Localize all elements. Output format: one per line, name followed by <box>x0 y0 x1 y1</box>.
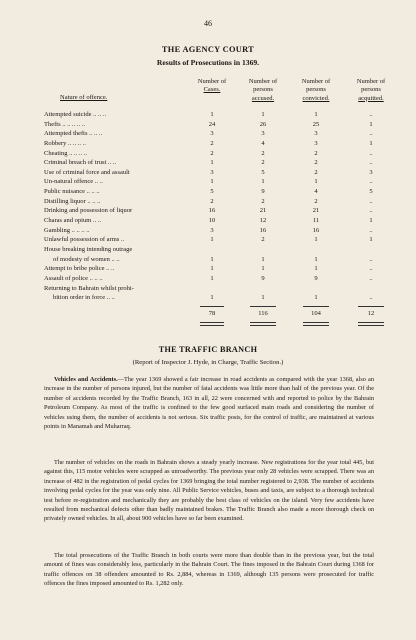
convicted-value: 1 <box>314 236 318 244</box>
acquitted-value: 1 <box>369 139 373 147</box>
accused-value: 16 <box>259 226 267 234</box>
cases-value: 16 <box>208 207 216 215</box>
acquitted-value: .. <box>369 274 373 282</box>
total-double-rule-cases <box>200 322 224 326</box>
page-number: 46 <box>204 19 212 28</box>
cases-value: 10 <box>208 217 216 225</box>
column-header-convicted-line2: persons <box>306 86 326 94</box>
offence-name: Un-natural offence .. .. <box>44 178 103 186</box>
convicted-value: 1 <box>314 255 318 263</box>
cases-value: 3 <box>210 130 214 138</box>
table-row <box>0 274 416 284</box>
prosecutions-table <box>0 110 416 303</box>
column-header-cases-line1: Number of <box>197 78 227 85</box>
cases-value: 1 <box>210 255 214 263</box>
acquitted-value: .. <box>369 207 373 215</box>
column-header-acquitted-line1: Number of <box>356 78 386 85</box>
offence-name: House breaking intending outrage <box>44 245 133 253</box>
total-rule-convicted <box>303 306 329 307</box>
table-row <box>0 255 416 265</box>
total-double-rule-accused <box>250 322 276 326</box>
accused-value: 2 <box>261 197 265 205</box>
offence-name: bition order in force .. .. <box>53 294 115 302</box>
column-header-convicted <box>289 78 343 103</box>
total-accused: 116 <box>258 310 268 317</box>
acquitted-value: .. <box>369 265 373 273</box>
paragraph-body: —The year 1369 showed a fair increase in road accidents as compared with the year 1368, also an increase in the number of persons injured, but the number of fatal accidents was little more than half of the previous year. Of the number of accidents recorded by the Traffic Branch, 163 in all, 22 were concerned with and reported to police by the Bahrain Petroleum Company. As most of the traffic is confined to the few good surfaced main roads and considering the number of vehicles using them, the number of accidents is not serious. Six traffic posts, for the control of traffic, are maintained at various points in Manamah and Muharraq. <box>44 376 374 431</box>
table-row <box>0 139 416 149</box>
column-header-acquitted-line2: persons <box>361 86 381 94</box>
cases-value: 1 <box>210 294 214 302</box>
offence-name: Attempt to bribe police .. .. <box>44 265 115 273</box>
total-rule-cases <box>200 306 224 307</box>
acquitted-value: .. <box>369 130 373 138</box>
offence-name: of modesty of women .. .. <box>53 255 120 263</box>
total-double-rule-convicted <box>303 322 329 326</box>
total-rule-accused <box>250 306 276 307</box>
paragraph-prosecutions: The total prosecutions of the Traffic Branch in both courts were more than double than in the previous year, but the total amount of fines was considerably less, particularly in the Bahrain Court. The fines imposed in the Bahrain Court during 1368 for traffic offences on 38 offenders amounted to Rs. 2,884, whereas in 1369, although 135 persons were prosecuted for traffic offences the fines imposed amounted to Rs. 1,282 only. <box>44 552 374 588</box>
cases-value: 3 <box>210 226 214 234</box>
offence-name: Attempted suicide .. .. .. <box>44 111 107 118</box>
accused-value: 12 <box>259 217 267 225</box>
cases-value: 2 <box>210 197 214 205</box>
accused-value: 3 <box>261 130 265 138</box>
acquitted-value: .. <box>369 111 373 118</box>
acquitted-value: .. <box>369 255 373 263</box>
column-header-accused <box>236 78 290 103</box>
acquitted-value: 1 <box>369 217 373 225</box>
convicted-value: 3 <box>314 130 318 138</box>
table-row <box>0 235 416 245</box>
table-row <box>0 168 416 178</box>
offence-name: Public nuisance .. .. .. <box>44 188 100 196</box>
column-header-convicted-line3: convicted. <box>302 94 330 102</box>
convicted-value: 1 <box>314 265 318 273</box>
offence-name: Criminal breach of trust .. .. <box>44 159 117 167</box>
acquitted-value: 5 <box>369 188 373 196</box>
cases-value: 1 <box>210 265 214 273</box>
table-row <box>0 206 416 216</box>
table-row <box>0 120 416 130</box>
paragraph-lead: Vehicles and Accidents. <box>54 376 118 383</box>
table-row <box>0 245 416 255</box>
table-title: Results of Prosecutions in 1369. <box>156 58 260 67</box>
accused-value: 1 <box>261 255 265 263</box>
accused-value: 1 <box>261 265 265 273</box>
acquitted-value: .. <box>369 294 373 302</box>
accused-value: 9 <box>261 188 265 196</box>
acquitted-value: .. <box>369 159 373 167</box>
convicted-value: 1 <box>314 178 318 186</box>
column-header-acquitted <box>346 78 396 103</box>
table-row <box>0 110 416 120</box>
acquitted-value: .. <box>369 197 373 205</box>
table-row <box>0 264 416 274</box>
accused-value: 2 <box>261 159 265 167</box>
page-title: THE AGENCY COURT <box>161 45 255 54</box>
accused-value: 21 <box>259 207 267 215</box>
table-row <box>0 293 416 303</box>
section-subtitle: (Report of Inspector J. Hyde, in Charge, Traffic Section.) <box>132 359 284 366</box>
column-header-nature: Nature of offence. <box>60 94 108 101</box>
offence-name: Drinking and possession of liquor <box>44 207 133 215</box>
column-header-accused-line2: persons <box>253 86 273 94</box>
accused-value: 9 <box>261 274 265 282</box>
convicted-value: 21 <box>312 207 320 215</box>
convicted-value: 25 <box>312 120 320 128</box>
offence-name: Attempted thefts .. .. .. <box>44 130 103 138</box>
column-header-accused-line3: accused. <box>251 94 275 102</box>
cases-value: 1 <box>210 274 214 282</box>
cases-value: 5 <box>210 188 214 196</box>
paragraph-vehicle-registrations: The number of vehicles on the roads in Bahrain shows a steady yearly increase. New registrations for the year total 445, but against this, 115 motor vehicles were scrapped as unroadworthy. The previous year only 28 vehicles were scrapped. There was an increase of 482 in the registration of pedal cycles for 1369 bringing the total number registered to 2,938. The number of accidents involving pedal cycles for the year was only nine. All Public Service vehicles, buses and taxis, are subject to a thorough technical test before re-registration and mechanically they are probably the best class of vehicles on the island. Very few accidents have resulted from mechanical defects other than badly maintained brakes. The Traffic Branch also made a more thorough check on privately owned vehicles. In all, about 900 vehicles have so far been examined. <box>44 459 374 523</box>
acquitted-value: .. <box>369 178 373 186</box>
cases-value: 1 <box>210 111 214 118</box>
convicted-value: 2 <box>314 197 318 205</box>
convicted-value: 16 <box>312 226 320 234</box>
accused-value: 1 <box>261 294 265 302</box>
table-row <box>0 158 416 168</box>
table-row <box>0 197 416 207</box>
offence-name: Robbery .. .. .. .. <box>44 139 86 147</box>
total-double-rule-acquitted <box>358 322 384 326</box>
accused-value: 1 <box>261 111 265 118</box>
total-rule-acquitted <box>358 306 384 307</box>
accused-value: 5 <box>261 168 265 176</box>
section-title: THE TRAFFIC BRANCH <box>158 345 258 354</box>
cases-value: 1 <box>210 159 214 167</box>
cases-value: 24 <box>208 120 216 128</box>
accused-value: 2 <box>261 236 265 244</box>
offence-name: Gambling .. .. .. .. <box>44 226 90 234</box>
convicted-value: 1 <box>314 294 318 302</box>
offence-name: Unlawful possession of arms .. <box>44 236 125 244</box>
offence-name: Use of criminal force and assault <box>44 168 130 176</box>
convicted-value: 3 <box>314 139 318 147</box>
cases-value: 2 <box>210 149 214 157</box>
table-row <box>0 226 416 236</box>
acquitted-value: 1 <box>369 120 373 128</box>
paragraph-vehicles-accidents <box>44 375 374 431</box>
convicted-value: 1 <box>314 111 318 118</box>
column-header-cases <box>192 78 232 95</box>
column-header-cases-line2: Cases. <box>203 86 221 94</box>
offence-name: Cheating .. .. .. .. <box>44 149 87 157</box>
acquitted-value: .. <box>369 149 373 157</box>
table-row <box>0 177 416 187</box>
table-row <box>0 284 416 294</box>
cases-value: 1 <box>210 178 214 186</box>
offence-name: Assault of police .. .. .. <box>44 274 103 282</box>
cases-value: 2 <box>210 139 214 147</box>
accused-value: 26 <box>259 120 267 128</box>
acquitted-value: .. <box>369 226 373 234</box>
total-convicted: 104 <box>311 310 321 317</box>
total-cases: 78 <box>208 310 216 317</box>
accused-value: 1 <box>261 178 265 186</box>
convicted-value: 11 <box>312 217 320 225</box>
acquitted-value: 1 <box>369 236 373 244</box>
column-header-accused-line1: Number of <box>248 78 278 85</box>
column-header-acquitted-line3: acquitted. <box>358 94 384 102</box>
offence-name: Charas and opium .. .. <box>44 217 102 225</box>
table-row <box>0 149 416 159</box>
convicted-value: 2 <box>314 149 318 157</box>
cases-value: 3 <box>210 168 214 176</box>
accused-value: 4 <box>261 139 265 147</box>
accused-value: 2 <box>261 149 265 157</box>
convicted-value: 2 <box>314 168 318 176</box>
cases-value: 1 <box>210 236 214 244</box>
table-row <box>0 216 416 226</box>
table-row <box>0 129 416 139</box>
column-header-convicted-line1: Number of <box>301 78 331 85</box>
total-acquitted: 12 <box>367 310 375 317</box>
offence-name: Returning to Bahrain whilst prohi- <box>44 284 134 292</box>
convicted-value: 4 <box>314 188 318 196</box>
convicted-value: 9 <box>314 274 318 282</box>
convicted-value: 2 <box>314 159 318 167</box>
acquitted-value: 3 <box>369 168 373 176</box>
offence-name: Thefts .. .. .. .. .. <box>44 120 85 128</box>
table-row <box>0 187 416 197</box>
offence-name: Distilling liquor .. .. .. <box>44 197 101 205</box>
